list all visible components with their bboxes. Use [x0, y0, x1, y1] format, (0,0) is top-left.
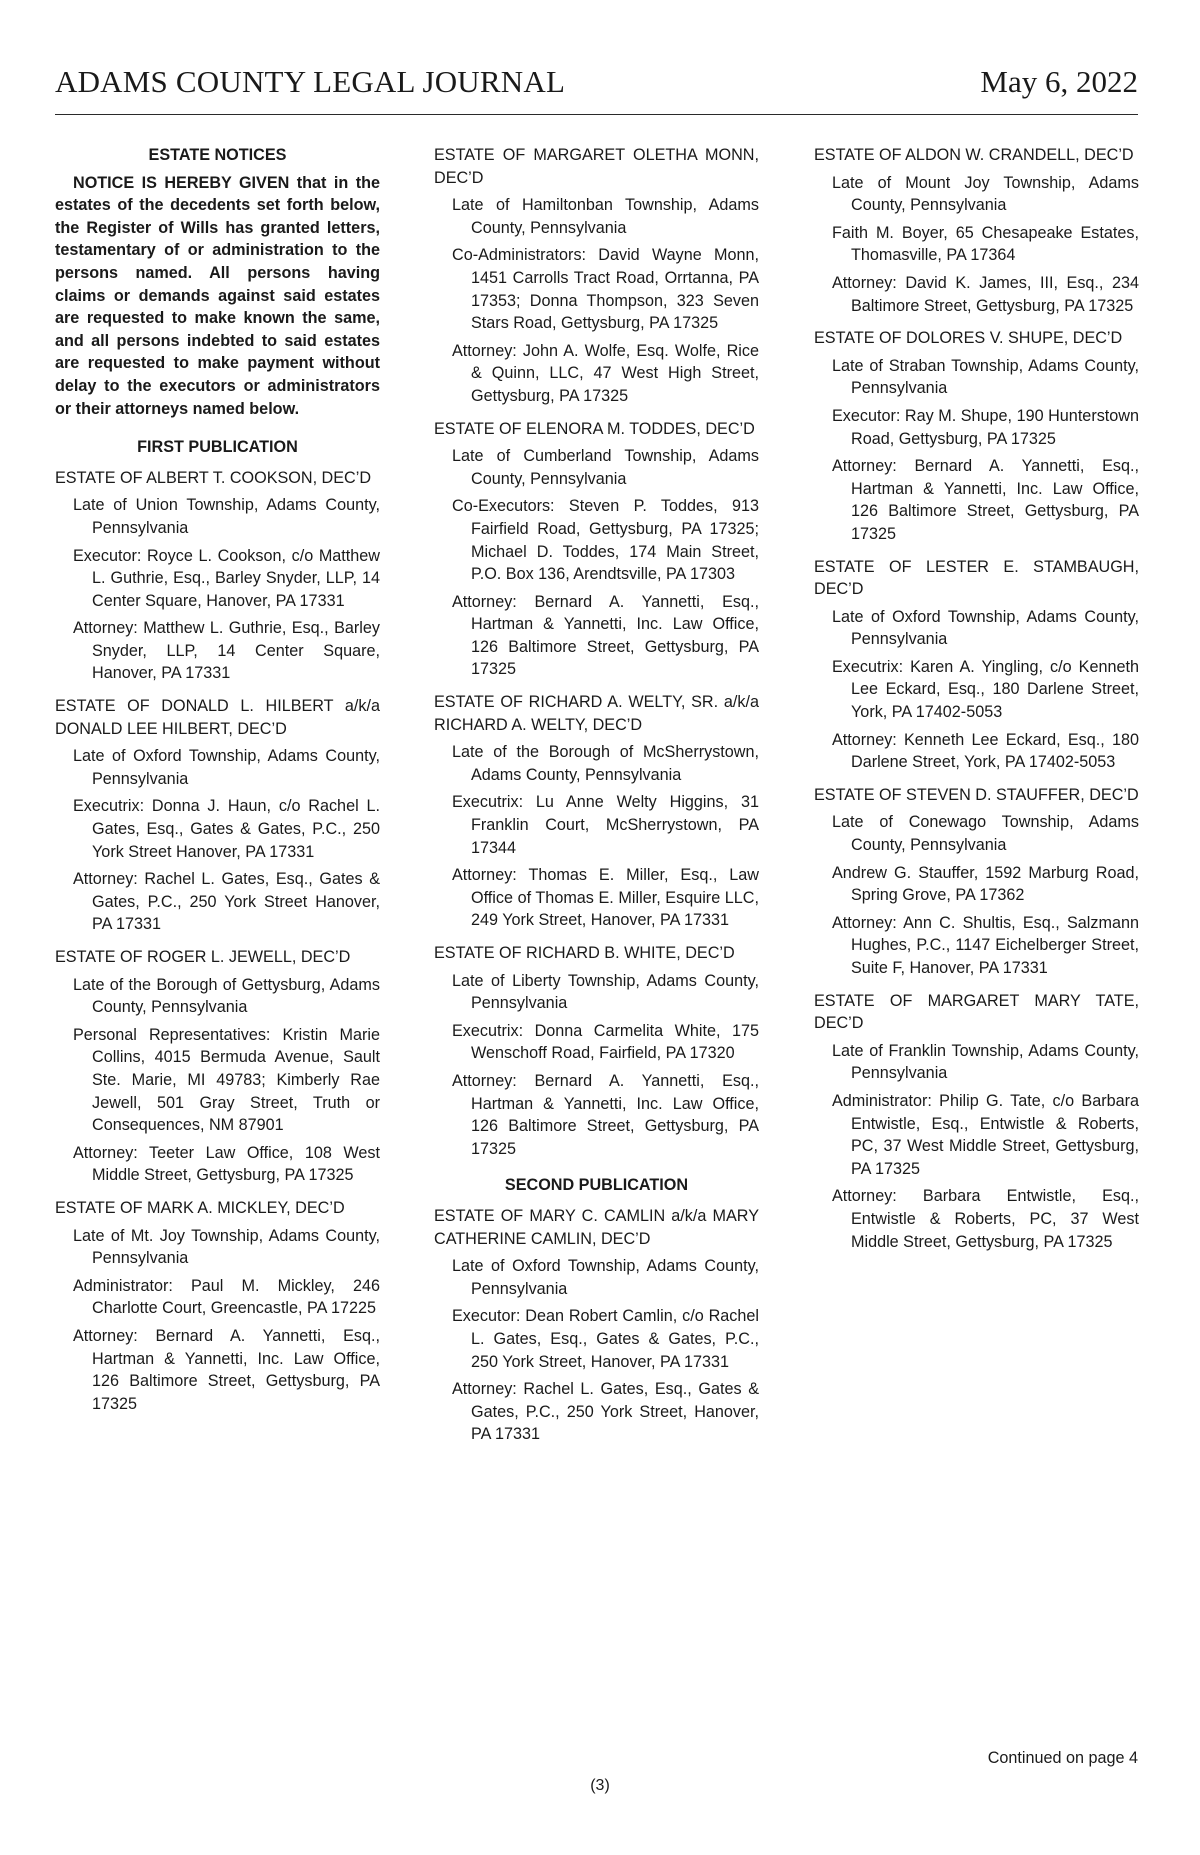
estate-entry: [55, 1197, 380, 1415]
estate-notices-heading: ESTATE NOTICES: [148, 146, 287, 164]
estate-detail: Late of Mt. Joy Township, Adams County, Pennsylvania: [73, 1226, 380, 1268]
estate-detail: Administrator: Paul M. Mickley, 246 Charlotte Court, Greencastle, PA 17225: [73, 1276, 380, 1318]
estate-list: [434, 1205, 759, 1446]
page-number: (3): [590, 1777, 610, 1794]
estate-detail: Attorney: John A. Wolfe, Esq. Wolfe, Rice & Quinn, LLC, 47 West High Street, Gettysburg, PA 17325: [452, 341, 759, 405]
estate-detail: Late of Conewago Township, Adams County, Pennsylvania: [832, 813, 1139, 855]
estate-entry: [434, 942, 759, 1160]
estate-title: ESTATE OF MARY C. CAMLIN a/k/a MARY CATHERINE CAMLIN, DEC’D: [434, 1206, 759, 1248]
estate-detail: Attorney: Ann C. Shultis, Esq., Salzmann Hughes, P.C., 1147 Eichelberger Street, Suite F, Hanover, PA 17331: [832, 913, 1139, 977]
estate-detail: Late of the Borough of McSherrystown, Adams County, Pennsylvania: [452, 743, 759, 784]
estate-entry: [434, 691, 759, 932]
estate-title: ESTATE OF ELENORA M. TODDES, DEC’D: [434, 419, 755, 438]
estate-entry: [814, 556, 1139, 774]
estate-title: ESTATE OF STEVEN D. STAUFFER, DEC’D: [814, 785, 1139, 804]
estate-entry: [434, 144, 759, 408]
estate-detail: Attorney: Rachel L. Gates, Esq., Gates & Gates, P.C., 250 York Street Hanover, PA 17331: [73, 870, 380, 934]
estate-detail: Executor: Ray M. Shupe, 190 Hunterstown Road, Gettysburg, PA 17325: [832, 406, 1139, 448]
estate-entry: [55, 467, 380, 685]
estate-detail: Executor: Royce L. Cookson, c/o Matthew L. Guthrie, Esq., Barley Snyder, LLP, 14 Center Square, Hanover, PA 17331: [73, 546, 380, 610]
column-2: [434, 144, 759, 1456]
estate-title: ESTATE OF LESTER E. STAMBAUGH, DEC’D: [814, 557, 1139, 599]
estate-detail: Executrix: Karen A. Yingling, c/o Kenneth Lee Eckard, Esq., 180 Darlene Street, York, PA 17402-5053: [832, 657, 1139, 722]
estate-detail: Late of Cumberland Township, Adams County, Pennsylvania: [452, 447, 759, 488]
estate-entry: [814, 144, 1139, 317]
estate-detail: Late of Union Township, Adams County, Pennsylvania: [73, 496, 380, 537]
column-3: [814, 144, 1139, 1263]
estate-title: ESTATE OF RICHARD A. WELTY, SR. a/k/a RICHARD A. WELTY, DEC’D: [434, 693, 759, 734]
estate-list: [814, 144, 1139, 1253]
estate-title: ESTATE OF RICHARD B. WHITE, DEC’D: [434, 944, 735, 962]
second-publication-heading: SECOND PUBLICATION: [504, 1176, 689, 1195]
estate-detail: Executrix: Lu Anne Welty Higgins, 31 Franklin Court, McSherrystown, PA 17344: [452, 793, 759, 857]
estate-detail: Co-Administrators: David Wayne Monn, 1451 Carrolls Tract Road, Orrtanna, PA 17353; Donna Thompson, 323 Seven Stars Road, Gettysburg, PA 17325: [452, 246, 759, 333]
estate-detail: Late of Franklin Township, Adams County, Pennsylvania: [832, 1041, 1139, 1083]
estate-title: ESTATE OF DONALD L. HILBERT a/k/a DONALD LEE HILBERT, DEC’D: [55, 697, 380, 738]
estate-detail: Late of Oxford Township, Adams County, Pennsylvania: [832, 607, 1139, 649]
estate-detail: Late of Straban Township, Adams County, Pennsylvania: [832, 356, 1139, 398]
estate-detail: Late of Mount Joy Township, Adams County, Pennsylvania: [832, 173, 1139, 215]
estate-detail: Attorney: Matthew L. Guthrie, Esq., Barley Snyder, LLP, 14 Center Square, Hanover, PA 17331: [73, 619, 380, 683]
estate-detail: Andrew G. Stauffer, 1592 Marburg Road, Spring Grove, PA 17362: [832, 863, 1139, 905]
estate-detail: Co-Executors: Steven P. Toddes, 913 Fairfield Road, Gettysburg, PA 17325; Michael D. Toddes, 174 Main Street, P.O. Box 136, Arendtsville, PA 17303: [452, 497, 759, 584]
estate-entry: [434, 418, 759, 682]
estate-entry: [55, 946, 380, 1187]
estate-detail: Late of the Borough of Gettysburg, Adams County, Pennsylvania: [73, 975, 380, 1017]
issue-date: May 6, 2022: [980, 64, 1138, 99]
estate-detail: Attorney: Kenneth Lee Eckard, Esq., 180 Darlene Street, York, PA 17402-5053: [832, 730, 1139, 772]
estate-entry: [55, 695, 380, 936]
page-header: [55, 64, 1138, 115]
estate-detail: Attorney: Rachel L. Gates, Esq., Gates & Gates, P.C., 250 York Street, Hanover, PA 17331: [452, 1380, 759, 1444]
estate-detail: Attorney: Bernard A. Yannetti, Esq., Hartman & Yannetti, Inc. Law Office, 126 Baltimore Street, Gettysburg, PA 17325: [452, 1071, 759, 1158]
notice-intro: NOTICE IS HEREBY GIVEN that in the estates of the decedents set forth below, the Register of Wills has granted letters, testamentary of or administration to the persons named. All persons having claims or demands against said estates are requested to make known the same, and all persons indebted to said estates are requested to make payment without delay to the executors or administrators or their attorneys named below.: [55, 173, 380, 418]
estate-title: ESTATE OF MARGARET MARY TATE, DEC’D: [814, 991, 1139, 1033]
estate-list: [434, 144, 759, 1160]
estate-detail: Administrator: Philip G. Tate, c/o Barbara Entwistle, Esq., Entwistle & Roberts, PC, 37 West Middle Street, Gettysburg, PA 17325: [832, 1091, 1139, 1178]
estate-detail: Attorney: Bernard A. Yannetti, Esq., Hartman & Yannetti, Inc. Law Office, 126 Baltimore Street, Gettysburg, PA 17325: [73, 1326, 380, 1413]
estate-title: ESTATE OF ALBERT T. COOKSON, DEC’D: [55, 468, 372, 487]
estate-title: ESTATE OF DOLORES V. SHUPE, DEC’D: [814, 329, 1123, 348]
estate-detail: Personal Representatives: Kristin Marie Collins, 4015 Bermuda Avenue, Sault Ste. Marie, MI 49783; Kimberly Rae Jewell, 501 Gray Street, Truth or Consequences, NM 87901: [73, 1025, 380, 1135]
continued-note: Continued on page 4: [987, 1749, 1138, 1767]
estate-entry: [814, 327, 1139, 545]
estate-detail: Executrix: Donna Carmelita White, 175 Wenschoff Road, Fairfield, PA 17320: [452, 1021, 759, 1063]
estate-detail: Faith M. Boyer, 65 Chesapeake Estates, Thomasville, PA 17364: [832, 223, 1139, 265]
estate-detail: Attorney: Teeter Law Office, 108 West Middle Street, Gettysburg, PA 17325: [73, 1143, 380, 1185]
estate-entry: [434, 1205, 759, 1446]
estate-detail: Late of Oxford Township, Adams County, Pennsylvania: [452, 1257, 759, 1298]
estate-detail: Late of Oxford Township, Adams County, Pennsylvania: [73, 747, 380, 788]
estate-detail: Executor: Dean Robert Camlin, c/o Rachel L. Gates, Esq., Gates & Gates, P.C., 250 York Street, Hanover, PA 17331: [452, 1307, 759, 1371]
estate-title: ESTATE OF MARGARET OLETHA MONN, DEC’D: [434, 146, 759, 187]
column-1: [55, 144, 380, 1425]
journal-title: ADAMS COUNTY LEGAL JOURNAL: [55, 64, 566, 99]
estate-detail: Attorney: Bernard A. Yannetti, Esq., Hartman & Yannetti, Inc. Law Office, 126 Baltimore Street, Gettysburg, PA 17325: [452, 592, 759, 679]
estate-detail: Late of Hamiltonban Township, Adams County, Pennsylvania: [452, 196, 759, 237]
estate-detail: Attorney: Bernard A. Yannetti, Esq., Hartman & Yannetti, Inc. Law Office, 126 Baltimore Street, Gettysburg, PA 17325: [832, 457, 1139, 543]
estate-title: ESTATE OF ALDON W. CRANDELL, DEC’D: [814, 146, 1134, 164]
estate-detail: Attorney: Thomas E. Miller, Esq., Law Office of Thomas E. Miller, Esquire LLC, 249 York Street, Hanover, PA 17331: [452, 866, 759, 930]
estate-list: [55, 467, 380, 1416]
first-publication-heading: FIRST PUBLICATION: [137, 438, 298, 457]
estate-detail: Attorney: David K. James, III, Esq., 234 Baltimore Street, Gettysburg, PA 17325: [832, 273, 1139, 315]
estate-entry: [814, 784, 1139, 980]
estate-title: ESTATE OF MARK A. MICKLEY, DEC’D: [55, 1198, 345, 1217]
estate-detail: Late of Liberty Township, Adams County, Pennsylvania: [452, 971, 759, 1013]
estate-detail: Executrix: Donna J. Haun, c/o Rachel L. Gates, Esq., Gates & Gates, P.C., 250 York Street Hanover, PA 17331: [73, 797, 380, 861]
estate-title: ESTATE OF ROGER L. JEWELL, DEC’D: [55, 948, 351, 966]
estate-detail: Attorney: Barbara Entwistle, Esq., Entwistle & Roberts, PC, 37 West Middle Street, Gettysburg, PA 17325: [832, 1187, 1139, 1251]
estate-entry: [814, 990, 1139, 1254]
